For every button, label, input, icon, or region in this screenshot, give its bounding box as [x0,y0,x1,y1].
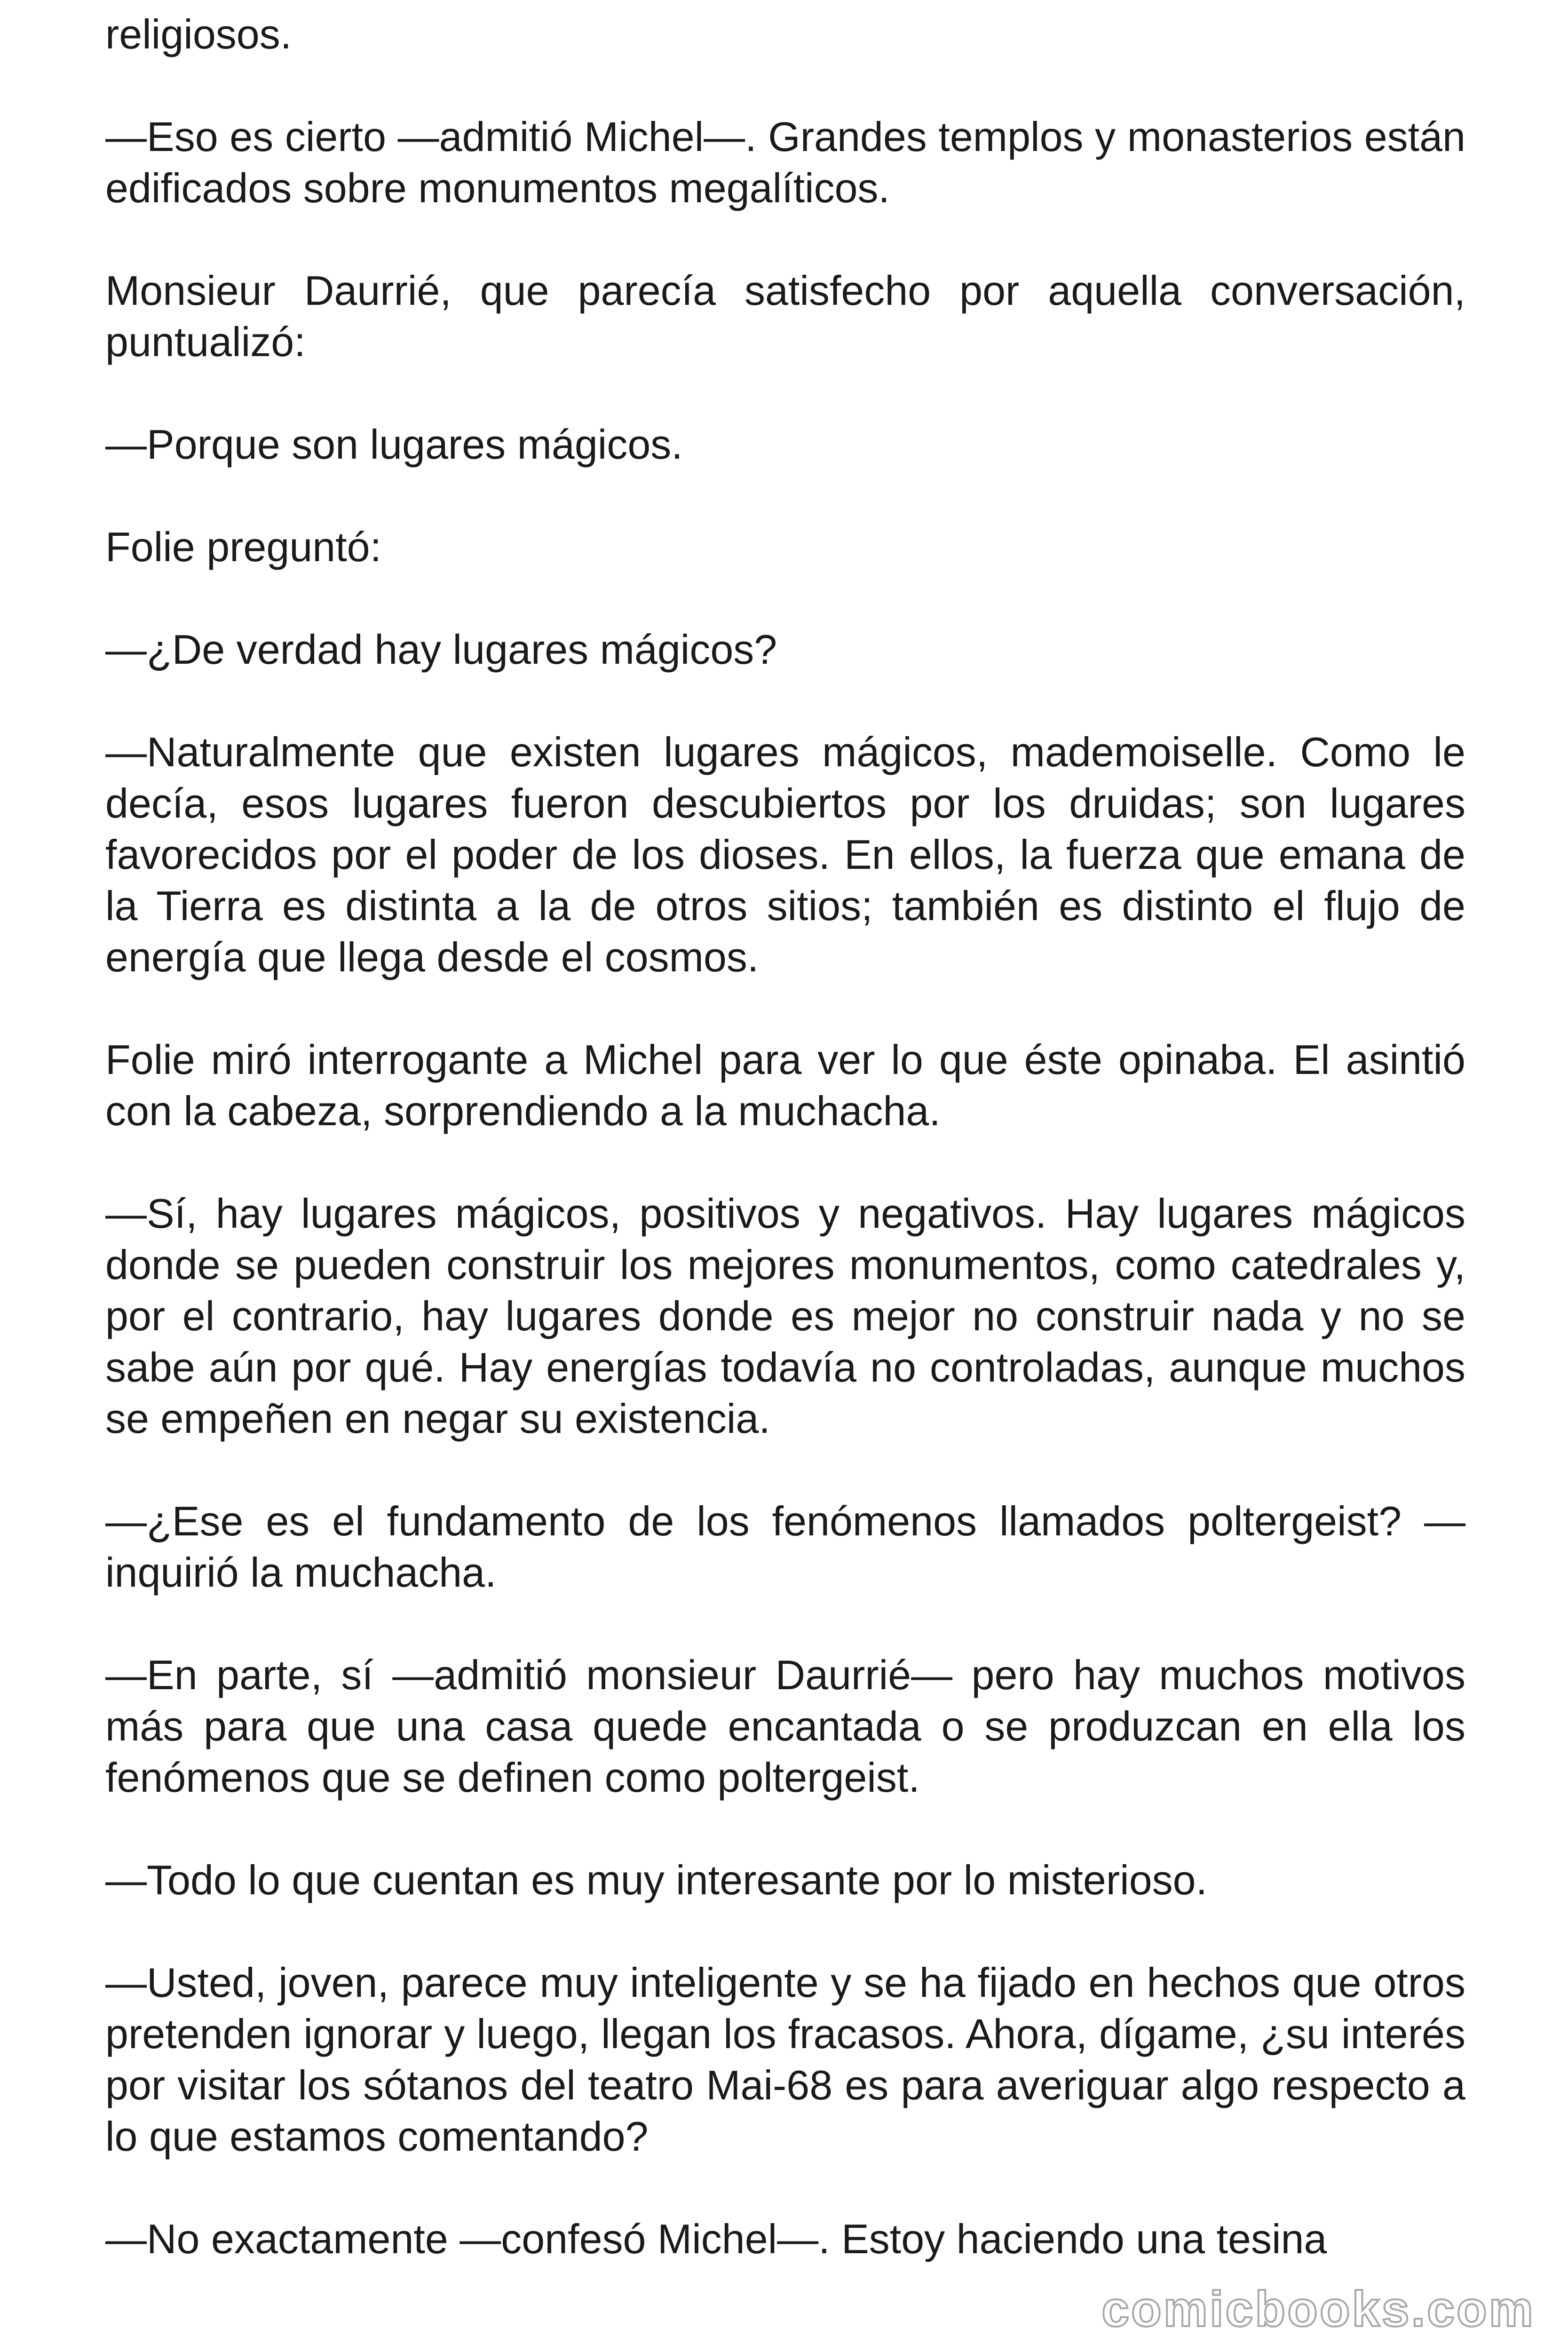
paragraph: —¿Ese es el fundamento de los fenómenos llamados poltergeist? —inquirió la muchacha. [105,1498,1465,1596]
watermark: comicbooks.com [1101,2281,1535,2337]
paragraph: —Usted, joven, parece muy inteligente y se ha fijado en hechos que otros pretenden ignorar y luego, llegan los fracasos. Ahora, dígame, ¿su interés por visitar los sótanos del teatro Mai-68 es para averiguar algo respecto a lo que estamos comentando? [105,1959,1465,2160]
paragraph: —Sí, hay lugares mágicos, positivos y negativos. Hay lugares mágicos donde se pueden construir los mejores monumentos, como catedrales y, por el contrario, hay lugares donde es mejor no construir nada y no se sabe aún por qué. Hay energías todavía no controladas, aunque muchos se empeñen en negar su existencia. [105,1190,1465,1442]
body-text [105,8,1465,2316]
paragraph: Monsieur Daurrié, que parecía satisfecho por aquella conversación, puntualizó: [105,267,1465,365]
paragraph: Folie preguntó: [105,524,382,570]
paragraph: Folie miró interrogante a Michel para ver lo que éste opinaba. El asintió con la cabeza, sorprendiendo a la muchacha. [105,1036,1465,1134]
paragraph: —Todo lo que cuentan es muy interesante por lo misterioso. [105,1857,1208,1903]
paragraph: —No exactamente —confesó Michel—. Estoy haciendo una tesina [105,2216,1327,2262]
paragraph: —Porque son lugares mágicos. [105,421,683,468]
paragraph: —¿De verdad hay lugares mágicos? [105,626,777,673]
paragraph: religiosos. [105,11,292,57]
paragraph: —Eso es cierto —admitió Michel—. Grandes templos y monasterios están edificados sobre monumentos megalíticos. [105,113,1465,211]
paragraph: —En parte, sí —admitió monsieur Daurrié— pero hay muchos motivos más para que una casa quede encantada o se produzcan en ella los fenómenos que se definen como poltergeist. [105,1652,1465,1801]
paragraph: —Naturalmente que existen lugares mágicos, mademoiselle. Como le decía, esos lugares fueron descubiertos por los druidas; son lugares favorecidos por el poder de los dioses. En ellos, la fuerza que emana de la Tierra es distinta a la de otros sitios; también es distinto el flujo de energía que llega desde el cosmos. [105,729,1465,980]
